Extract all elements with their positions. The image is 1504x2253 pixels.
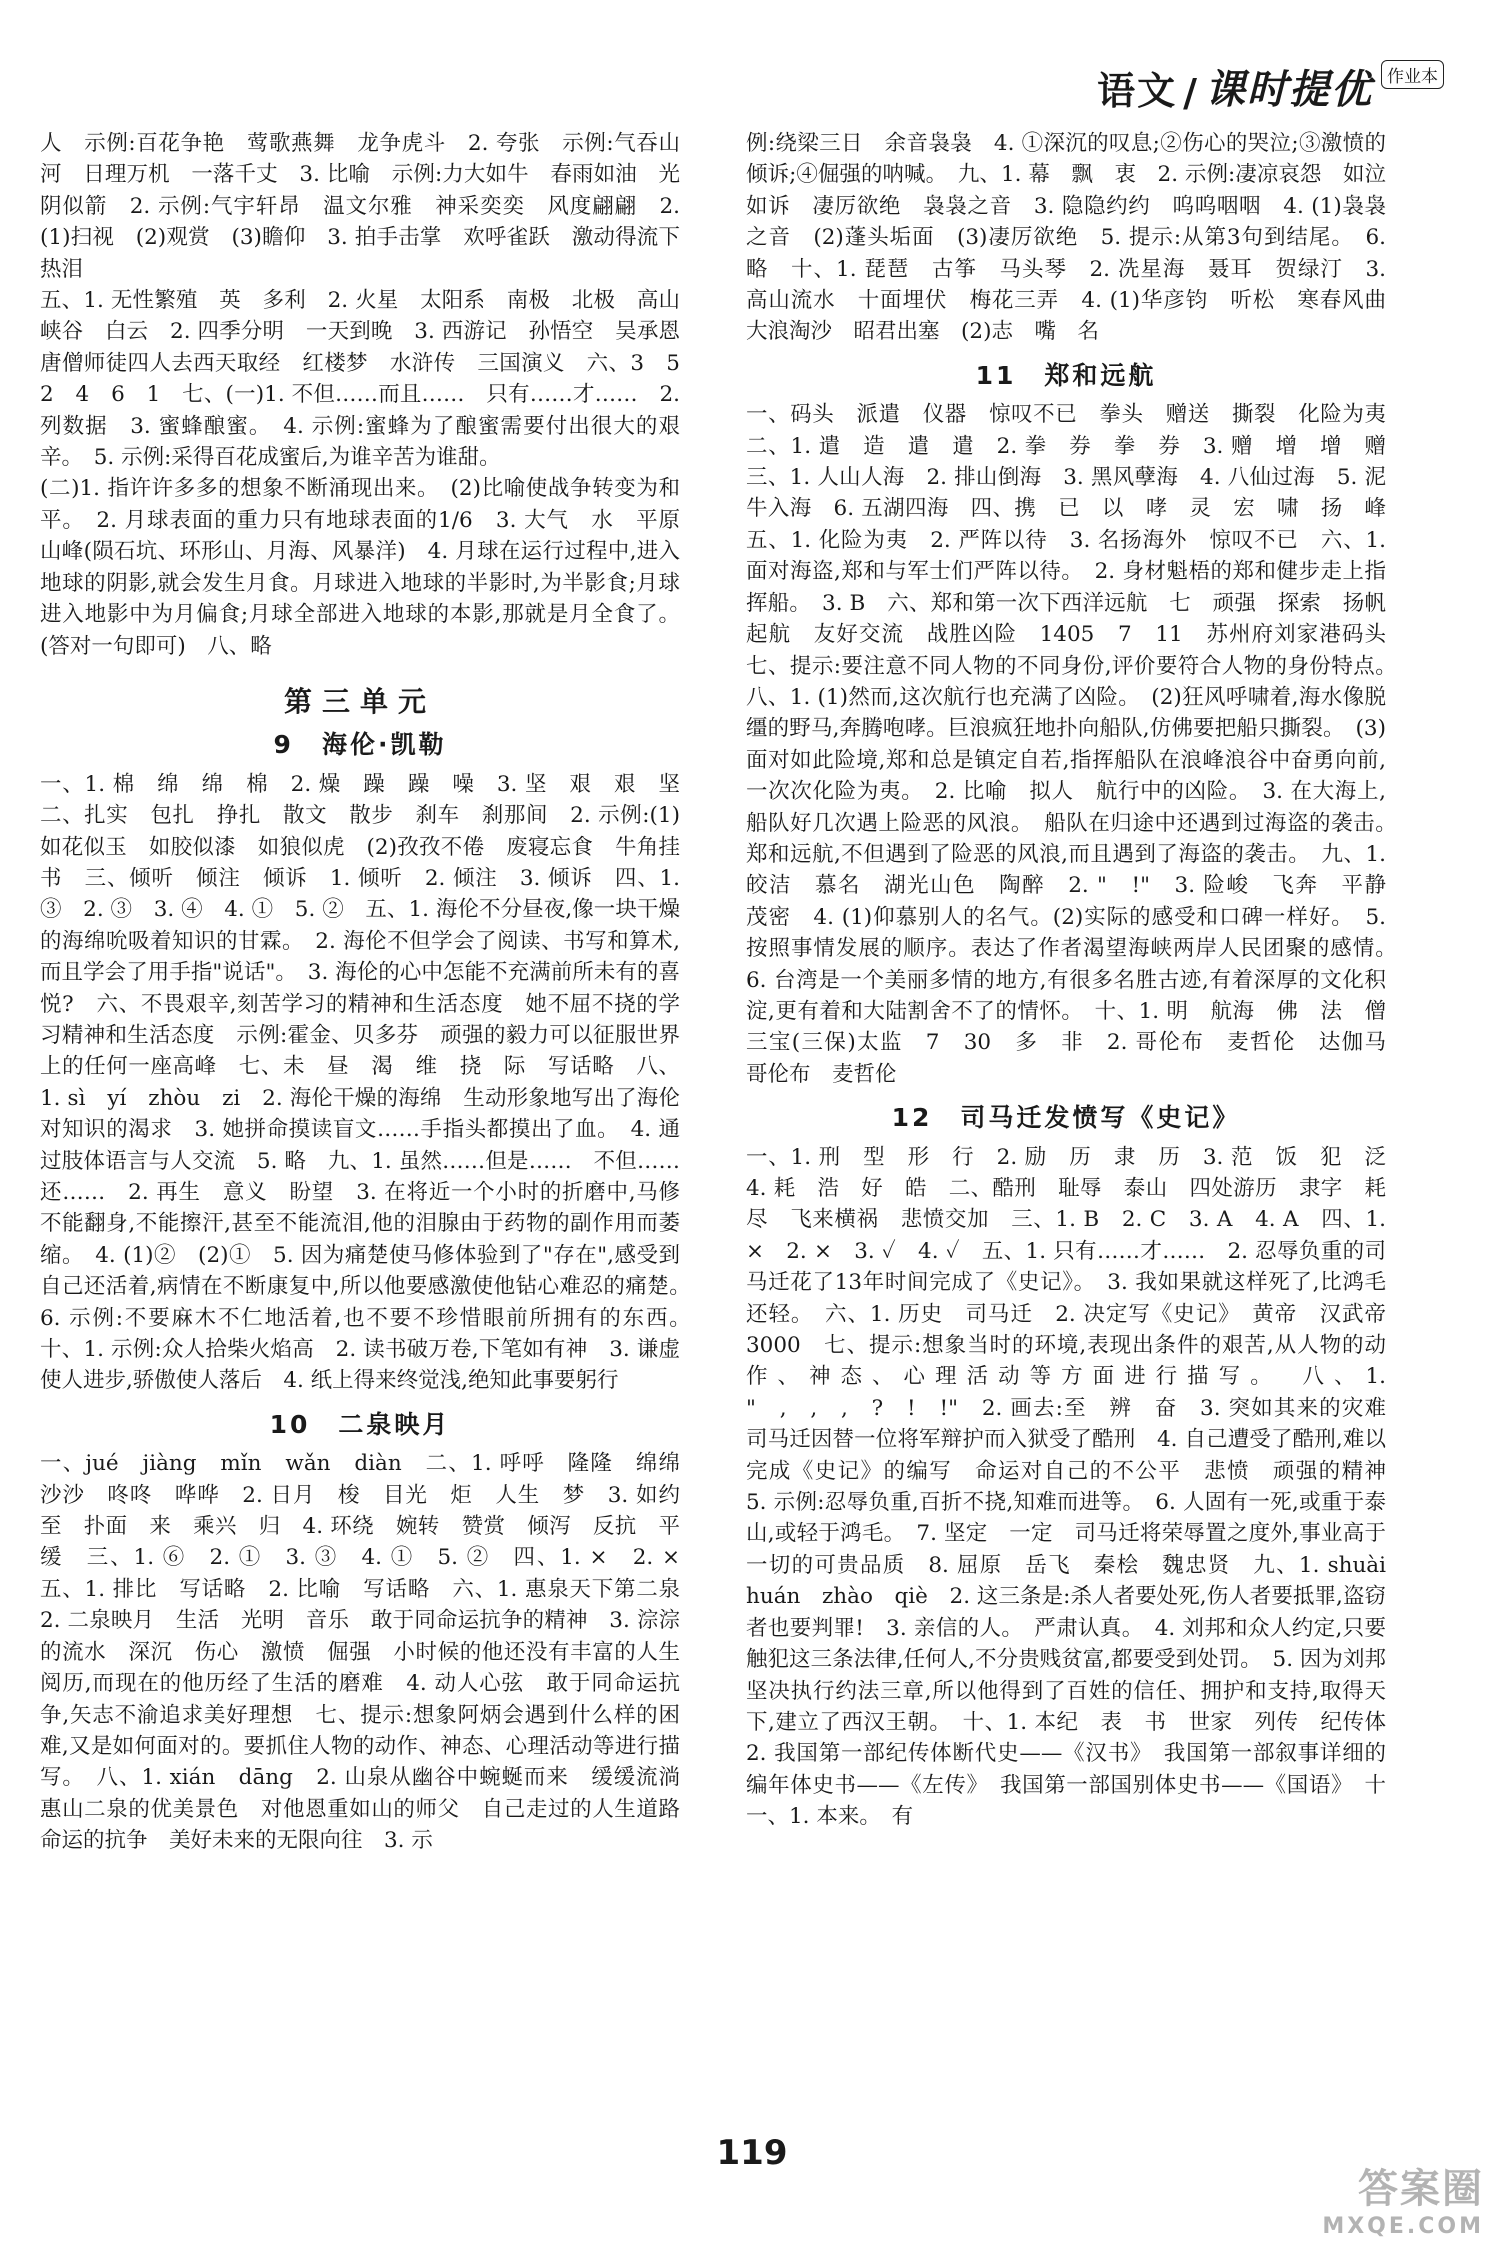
unit-heading: 第三单元	[283, 684, 436, 718]
page-header	[1097, 58, 1444, 115]
watermark-logo	[1322, 2157, 1484, 2239]
answer-paragraph: 例:绕梁三日 余音袅袅 4. ①深沉的叹息;②伤心的哭泣;③激愤的倾诉;④倔强的呐喊。 九、1. 幕 飘 衷 2. 示例:凄凉哀怨 如泣如诉 凄厉欲绝 袅袅之音 3. 隐隐约约 呜呜咽咽 4. (1)袅袅之音 (2)蓬头垢面 (3)凄厉欲绝 5. 提示:从第3句到结尾。 6. 略 十、1. 琵琶 古筝 马头琴 2. 冼星海 聂耳 贺绿汀 3. 高山流水 十面埋伏 梅花三弄 4. (1)华彦钧 听松 寒春风曲 大浪淘沙 昭君出塞 (2)志 嘴 名	[746, 131, 1408, 345]
subject-title: 语文	[1097, 69, 1178, 113]
page-number: 119	[716, 2133, 788, 2173]
workbook-tag: 作业本	[1381, 60, 1444, 89]
answer-paragraph: (二)1. 指许许多多的想象不断涌现出来。 (2)比喻使战争转变为和平。 2. 月球表面的重力只有地球表面的1/6 3. 大气 水 平原 山峰(陨石坑、环形山、月海、风暴洋) 4. 月球在运行过程中,进入地球的阴影,就会发生月食。月球进入地球的半影时,为半影食;月球进入地影中为月偏食;月球全部进入地球的本影,那就是月全食了。(答对一句即可) 八、略	[40, 476, 702, 659]
lesson-heading-12: 12 司马迁发愤写《史记》	[891, 1103, 1241, 1133]
answer-paragraph: 一、jué jiàng mǐn wǎn diàn 二、1. 呼呼 隆隆 绵绵 沙沙 咚咚 哗哗 2. 日月 梭 目光 炬 人生 梦 3. 如约 至 扑面 来 乘兴 归 4. 环绕 婉转 赞赏 倾泻 反抗 平缓 三、1. ⑥ 2. ① 3. ③ 4. ① 5. ② 四、1. × 2. × 五、1. 排比 写话略 2. 比喻 写话略 六、1. 惠泉天下第二泉 2. 二泉映月 生活 光明 音乐 敢于同命运抗争的精神 3. 淙淙的流水 深沉 伤心 激愤 倔强 小时候的他还没有丰富的人生阅历,而现在的他历经了生活的磨难 4. 动人心弦 敢于同命运抗争,矢志不渝追求美好理想 七、提示:想象阿炳会遇到什么样的困难,又是如何面对的。要抓住人物的动作、神态、心理活动等进行描写。 八、1. xián dāng 2. 山泉从幽谷中蜿蜒而来 缓缓流淌 惠山二泉的优美景色 对他恩重如山的师父 自己走过的人生道路 命运的抗争 美好未来的无限向往 3. 示	[40, 1451, 702, 1854]
answer-paragraph: 一、1. 棉 绵 绵 棉 2. 燥 躁 躁 噪 3. 坚 艰 艰 坚 二、扎实 包扎 挣扎 散文 散步 刹车 刹那间 2. 示例:(1)如花似玉 如胶似漆 如狼似虎 (2)孜孜不倦 废寝忘食 牛角挂书 三、倾听 倾注 倾诉 1. 倾听 2. 倾注 3. 倾诉 四、1. ③ 2. ③ 3. ④ 4. ① 5. ② 五、1. 海伦不分昼夜,像一块干燥的海绵吮吸着知识的甘霖。 2. 海伦不但学会了阅读、书写和算术,而且学会了用手指"说话"。 3. 海伦的心中怎能不充满前所未有的喜悦? 六、不畏艰辛,刻苦学习的精神和生活态度 她不屈不挠的学习精神和生活态度 示例:霍金、贝多芬 顽强的毅力可以征服世界上的任何一座高峰 七、未 昼 渴 维 挠 际 写话略 八、1. sì yí zhòu zi 2. 海伦干燥的海绵 生动形象地写出了海伦对知识的渴求 3. 她拼命摸读盲文……手指头都摸出了血。 4. 通过肢体语言与人交流 5. 略 九、1. 虽然……但是…… 不但……还…… 2. 再生 意义 盼望 3. 在将近一个小时的折磨中,马修不能翻身,不能擦汗,甚至不能流泪,他的泪腺由于药物的副作用而萎缩。 4. (1)② (2)① 5. 因为痛楚使马修体验到了"存在",感受到自己还活着,病情在不断康复中,所以他要感激使他钻心难忍的痛楚。 6. 示例:不要麻木不仁地活着,也不要不珍惜眼前所拥有的东西。 十、1. 示例:众人拾柴火焰高 2. 读书破万卷,下笔如有神 3. 谦虚使人进步,骄傲使人落后 4. 纸上得来终觉浅,绝知此事要躬行	[40, 771, 702, 1394]
watermark-text: 答案圈	[1358, 2166, 1484, 2212]
lesson-heading-10: 10 二泉映月	[269, 1409, 451, 1439]
title-separator: /	[1183, 71, 1199, 115]
answer-paragraph: 五、1. 无性繁殖 英 多利 2. 火星 太阳系 南极 北极 高山 峡谷 白云 2. 四季分明 一天到晚 3. 西游记 孙悟空 吴承恩 唐僧师徒四人去西天取经 红楼梦 水浒传 三国演义 六、3 5 2 4 6 1 七、(一)1. 不但……而且…… 只有……才…… 2. 列数据 3. 蜜蜂酿蜜。 4. 示例:蜜蜂为了酿蜜需要付出很大的艰辛。 5. 示例:采得百花成蜜后,为谁辛苦为谁甜。	[40, 288, 702, 471]
answer-paragraph: 一、码头 派遣 仪器 惊叹不已 拳头 赠送 撕裂 化险为夷 二、1. 遣 造 遣 遣 2. 拳 券 拳 券 3. 赠 增 增 赠 三、1. 人山人海 2. 排山倒海 3. 黑风孽海 4. 八仙过海 5. 泥牛入海 6. 五湖四海 四、携 已 以 哮 灵 宏 啸 扬 峰 五、1. 化险为夷 2. 严阵以待 3. 名扬海外 惊叹不已 六、1. 面对海盗,郑和与军士们严阵以待。 2. 身材魁梧的郑和健步走上指挥船。 3. B 六、郑和第一次下西洋远航 七 顽强 探索 扬帆起航 友好交流 战胜凶险 1405 7 11 苏州府刘家港码头 七、提示:要注意不同人物的不同身份,评价要符合人物的身份特点。 八、1. (1)然而,这次航行也充满了凶险。 (2)狂风呼啸着,海水像脱缰的野马,奔腾咆哮。巨浪疯狂地扑向船队,仿佛要把船只撕裂。 (3)面对如此险境,郑和总是镇定自若,指挥船队在浪峰浪谷中奋勇向前,一次次化险为夷。 2. 比喻 拟人 航行中的凶险。 3. 在大海上,船队好几次遇上险恶的风浪。 船队在归途中还遇到过海盗的袭击。 郑和远航,不但遇到了险恶的风浪,而且遇到了海盗的袭击。 九、1. 皎洁 慕名 湖光山色 陶醉 2. " !" 3. 险峻 飞奔 平静 茂密 4. (1)仰慕别人的名气。(2)实际的感受和口碑一样好。 5. 按照事情发展的顺序。表达了作者渴望海峡两岸人民团聚的感情。 6. 台湾是一个美丽多情的地方,有很多名胜古迹,有着深厚的文化积淀,更有着和大陆割舍不了的情怀。 十、1. 明 航海 佛 法 僧 三宝(三保)太监 7 30 多 非 2. 哥伦布 麦哲伦 达伽马 哥伦布 麦哲伦	[746, 402, 1408, 1087]
lesson-heading-11: 11 郑和远航	[975, 360, 1157, 390]
right-column	[746, 128, 1408, 1833]
book-title: 课时提优	[1205, 67, 1373, 113]
lesson-heading-9: 9 海伦·凯勒	[273, 730, 447, 760]
watermark-url: MXQE.COM	[1322, 2214, 1484, 2239]
answer-paragraph: 人 示例:百花争艳 莺歌燕舞 龙争虎斗 2. 夸张 示例:气吞山河 日理万机 一落千丈 3. 比喻 示例:力大如牛 春雨如油 光阴似箭 2. 示例:气宇轩昂 温文尔雅 神采奕奕 风度翩翩 2. (1)扫视 (2)观赏 (3)瞻仰 3. 拍手击掌 欢呼雀跃 激动得流下热泪	[40, 131, 680, 282]
answer-paragraph: 一、1. 刑 型 形 行 2. 励 历 隶 历 3. 范 饭 犯 泛 4. 耗 浩 好 皓 二、酷刑 耻辱 泰山 四处游历 隶字 耗尽 飞来横祸 悲愤交加 三、1. B 2. C 3. A 4. A 四、1. × 2. × 3. ✓ 4. ✓ 五、1. 只有……才…… 2. 忍辱负重的司马迁花了13年时间完成了《史记》。 3. 我如果就这样死了,比鸿毛还轻。 六、1. 历史 司马迁 2. 决定写《史记》 黄帝 汉武帝 3000 七、提示:想象当时的环境,表现出条件的艰苦,从人物的动作、神态、心理活动等方面进行描写。 八、1. " , , , ? ! !" 2. 画去:至 辨 奋 3. 突如其来的灾难 司马迁因替一位将军辩护而入狱受了酷刑 4. 自己遭受了酷刑,难以完成《史记》的编写 命运对自己的不公平 悲愤 顽强的精神 5. 示例:忍辱负重,百折不挠,知难而进等。 6. 人固有一死,或重于泰山,或轻于鸿毛。 7. 坚定 一定 司马迁将荣辱置之度外,事业高于一切的可贵品质 8. 屈原 岳飞 秦桧 魏忠贤 九、1. shuài huán zhào qiè 2. 这三条是:杀人者要处死,伤人者要抵罪,盗窃者也要判罪! 3. 亲信的人。 严肃认真。 4. 刘邦和众人约定,只要触犯这三条法律,任何人,不分贵贱贫富,都要受到处罚。 5. 因为刘邦坚决执行约法三章,所以他得到了百姓的信任、拥护和支持,取得天下,建立了西汉王朝。 十、1. 本纪 表 书 世家 列传 纪传体 2. 我国第一部纪传体断代史——《汉书》 我国第一部叙事详细的编年体史书——《左传》 我国第一部国别体史书——《国语》 十一、1. 本来。 有	[746, 1144, 1408, 1830]
left-column	[40, 128, 702, 1857]
